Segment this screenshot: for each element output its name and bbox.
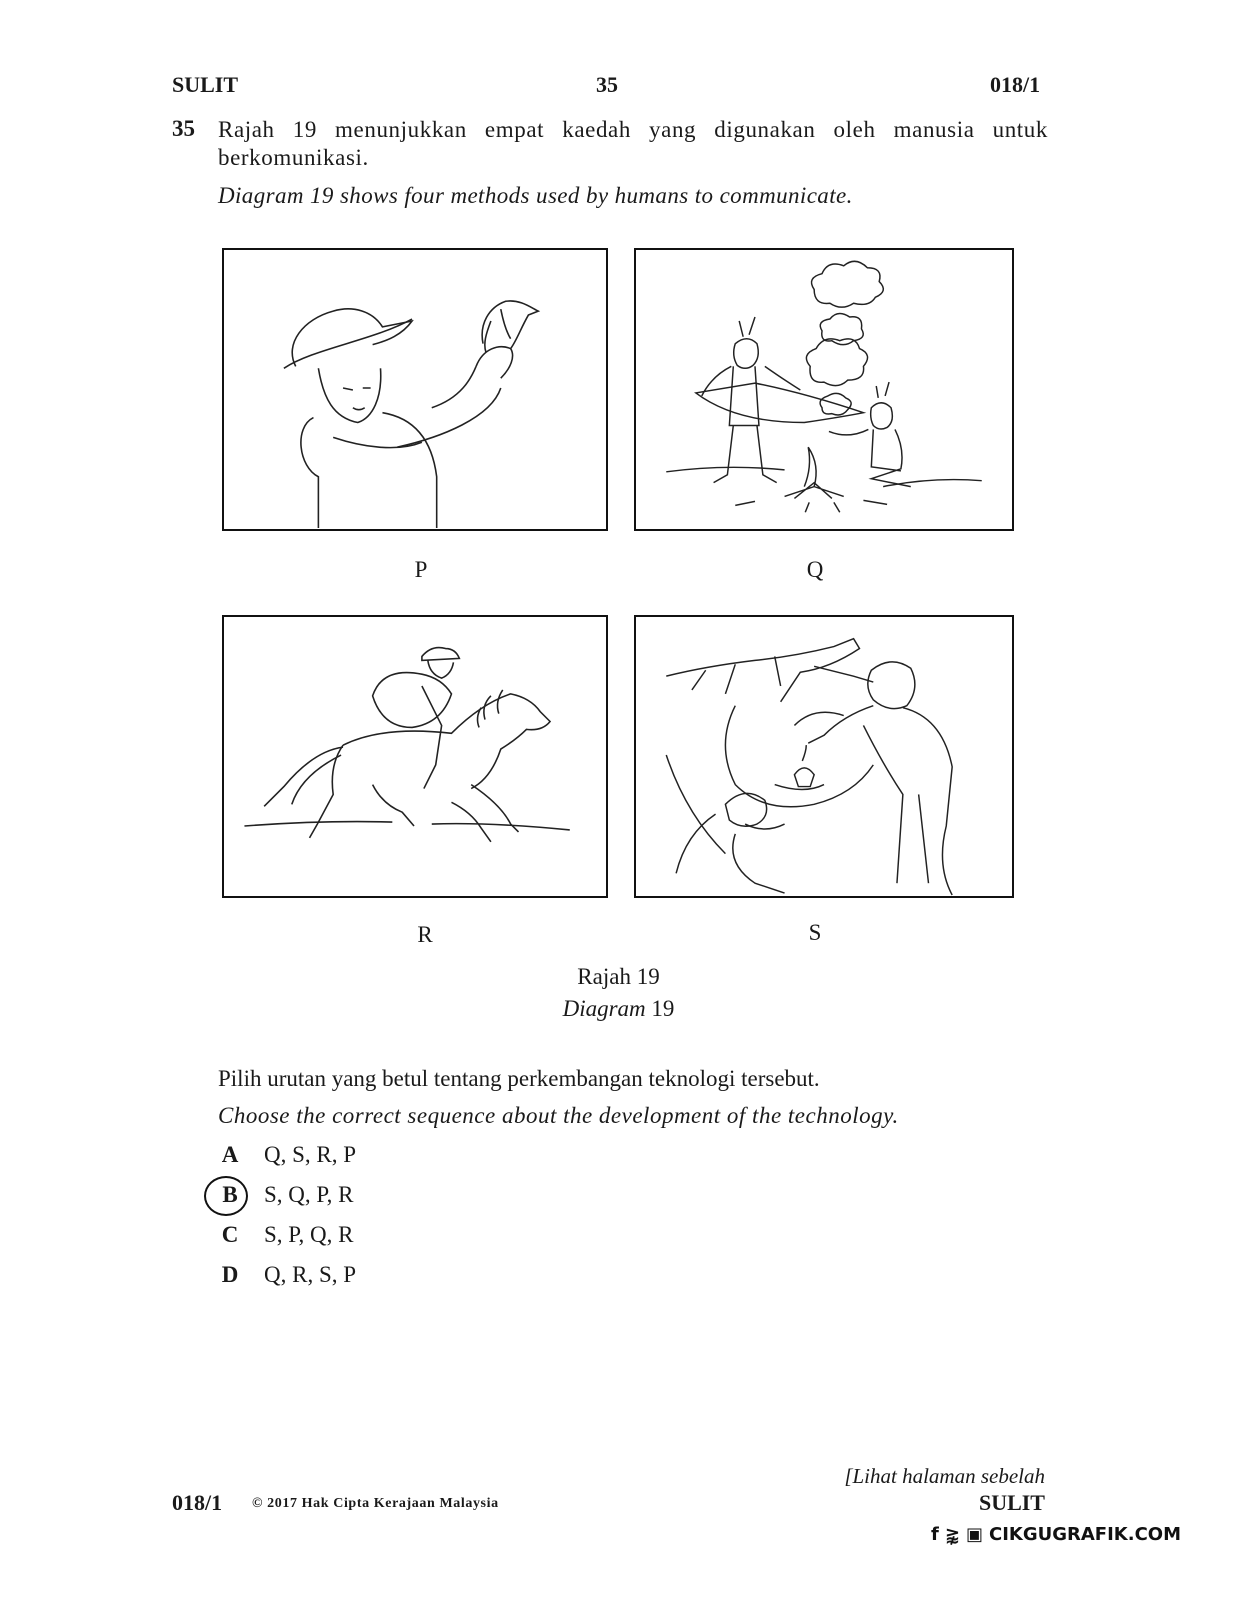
diagram-caption-malay: Rajah 19: [577, 964, 660, 989]
instruction-malay: Pilih urutan yang betul tentang perkembangan teknologi tersebut.: [218, 1066, 820, 1091]
option-c-text[interactable]: S, P, Q, R: [264, 1222, 354, 1247]
facebook-icon: f: [931, 1524, 939, 1545]
panel-s-label: S: [808, 920, 822, 945]
question-text-english: Diagram 19 shows four methods used by humans to communicate.: [218, 183, 853, 208]
next-page-note: [Lihat halaman sebelah: [844, 1464, 1045, 1488]
diagram-caption-english: [0, 996, 1237, 1022]
option-a-text[interactable]: Q, S, R, P: [264, 1142, 357, 1167]
option-b-text[interactable]: S, Q, P, R: [264, 1182, 354, 1207]
caption-diagram-number: 19: [651, 996, 675, 1021]
question-text-malay: Rajah 19 menunjukkan empat kaedah yang digunakan oleh manusia untuk berkomunikasi.: [218, 117, 1048, 170]
panel-q-label: Q: [806, 557, 824, 582]
header-classification: SULIT: [172, 72, 239, 97]
footer-classification: SULIT: [978, 1490, 1045, 1515]
page-number: 35: [596, 72, 618, 97]
panel-p-illustration: [222, 248, 608, 531]
instruction-english: Choose the correct sequence about the development of the technology.: [218, 1103, 899, 1128]
brand-text: CIKGUGRAFIK.COM: [988, 1524, 1181, 1545]
option-b-letter[interactable]: B: [222, 1182, 238, 1207]
caption-diagram-word: Diagram: [562, 996, 646, 1021]
option-c-letter[interactable]: C: [221, 1222, 239, 1247]
option-a-letter[interactable]: A: [221, 1142, 239, 1167]
panel-s-illustration: [634, 615, 1014, 898]
question-number: 35: [172, 116, 195, 141]
brand-watermark: [931, 1524, 1181, 1545]
option-d-letter[interactable]: D: [221, 1262, 239, 1287]
panel-q-illustration: [634, 248, 1014, 531]
paper-code: 018/1: [990, 72, 1041, 97]
panel-r-illustration: [222, 615, 608, 898]
rss-icon: ⪊: [944, 1524, 960, 1545]
footer-copyright: © 2017 Hak Cipta Kerajaan Malaysia: [252, 1496, 499, 1511]
panel-r-label: R: [417, 922, 433, 947]
footer-paper-code: 018/1: [172, 1490, 223, 1515]
option-d-text[interactable]: Q, R, S, P: [264, 1262, 357, 1287]
instagram-icon: ▣: [965, 1524, 983, 1545]
panel-p-label: P: [414, 557, 428, 582]
